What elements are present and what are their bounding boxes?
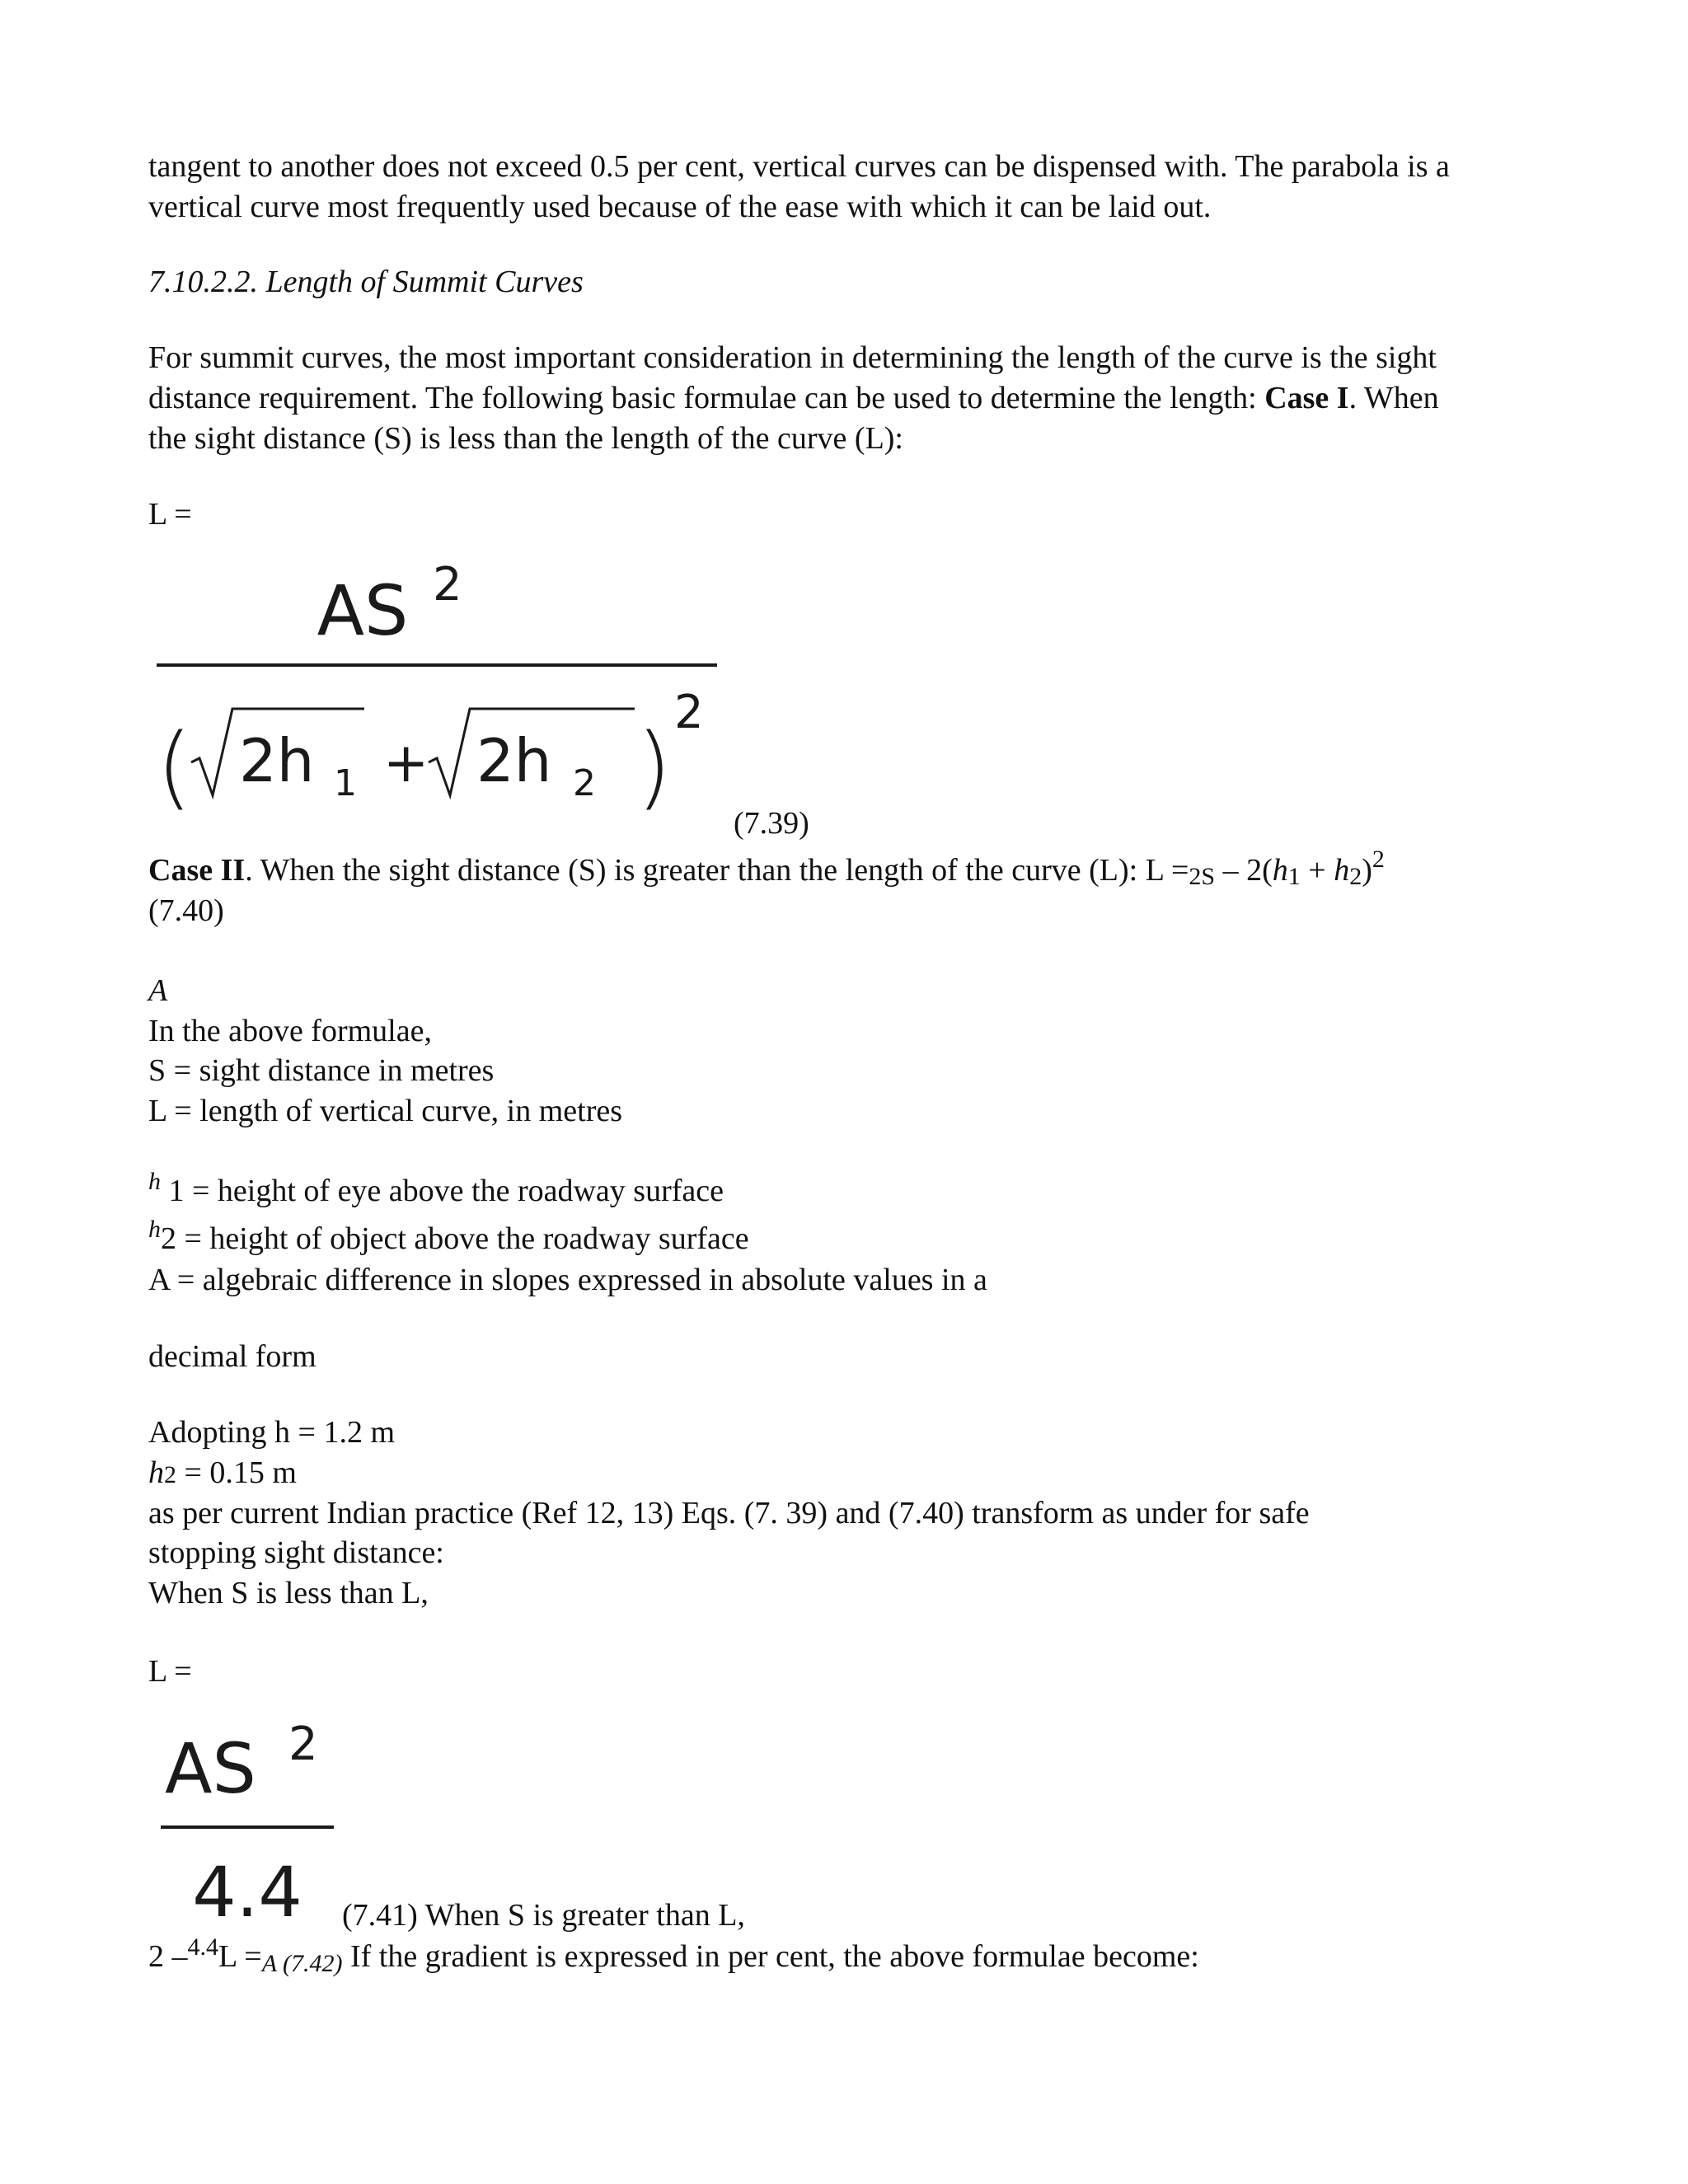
definition-s: S = sight distance in metres <box>148 1053 495 1088</box>
eq-numerator-exponent: 2 <box>433 560 462 612</box>
adopting-line: stopping sight distance: <box>148 1535 444 1570</box>
paragraph-line: tangent to another does not exceed 0.5 per cent, vertical curves can be dispensed with. The parabola is a <box>148 149 1450 184</box>
eq-term-2: 2h <box>476 726 552 795</box>
equation-7-41 <box>148 1698 363 1929</box>
equation-trailing-text: (7.41) When S is greater than L, <box>342 1898 745 1933</box>
eq-numerator: AS <box>165 1728 256 1809</box>
definitions-intro: In the above formulae, <box>148 1014 432 1048</box>
equation-lhs: L = <box>148 1654 192 1689</box>
definition-l: L = length of vertical curve, in metres <box>148 1094 623 1128</box>
paragraph-line: distance requirement. The following basic formulae can be used to determine the length: Case I. When <box>148 381 1439 415</box>
adopting-line: Adopting h = 1.2 m <box>148 1415 396 1450</box>
eq-numerator-exponent: 2 <box>288 1718 318 1771</box>
adopting-line: as per current Indian practice (Ref 12, 13) Eqs. (7. 39) and (7.40) transform as under for safe <box>148 1496 1310 1530</box>
definition-h2: $^h$2 = height of object above the roadway surface <box>148 1216 749 1256</box>
section-heading: 7.10.2.2. Length of Summit Curves <box>148 265 584 299</box>
eq-plus: + <box>383 731 429 794</box>
adopting-line: When S is less than L, <box>148 1576 429 1610</box>
paragraph-line: vertical curve most frequently used because of the ease with which it can be laid out. <box>148 190 1212 224</box>
definition-a: A = algebraic difference in slopes expressed in absolute values in a <box>148 1263 987 1297</box>
adopting-h2-line: h2 = 0.15 m <box>148 1455 297 1490</box>
equation-number: (7.40) <box>148 893 224 928</box>
definition-a-continued: decimal form <box>148 1339 316 1374</box>
eq-close-paren: ) <box>636 714 672 819</box>
eq-open-paren: ( <box>157 714 192 819</box>
equation-lhs: L = <box>148 497 192 532</box>
stray-a: A <box>148 973 168 1008</box>
equation-number: (7.39) <box>734 806 809 841</box>
equation-7-39 <box>148 560 742 824</box>
definition-h1: $^h$ 1 = height of eye above the roadway surface <box>148 1168 724 1208</box>
eq-term-1-sub: 1 <box>334 762 357 804</box>
paragraph-line: For summit curves, the most important consideration in determining the length of the curve is the sight <box>148 340 1437 375</box>
eq-denominator: 4.4 <box>192 1852 302 1929</box>
eq-denominator-exponent: 2 <box>674 686 704 739</box>
equation-7-42-line: 2 –$^{4.4}$L =A (7.42) If the gradient is expressed in per cent, the above formulae become: <box>148 1933 1199 1977</box>
paragraph-line: the sight distance (S) is less than the length of the curve (L): <box>148 421 903 456</box>
eq-numerator: AS <box>316 570 409 651</box>
eq-term-2-sub: 2 <box>573 762 596 804</box>
eq-term-1: 2h <box>239 726 315 795</box>
case-2-line: Case II. When the sight distance (S) is greater than the length of the curve (L): $L =2S - 2(h1 + h2)^2$ <box>148 846 1385 890</box>
